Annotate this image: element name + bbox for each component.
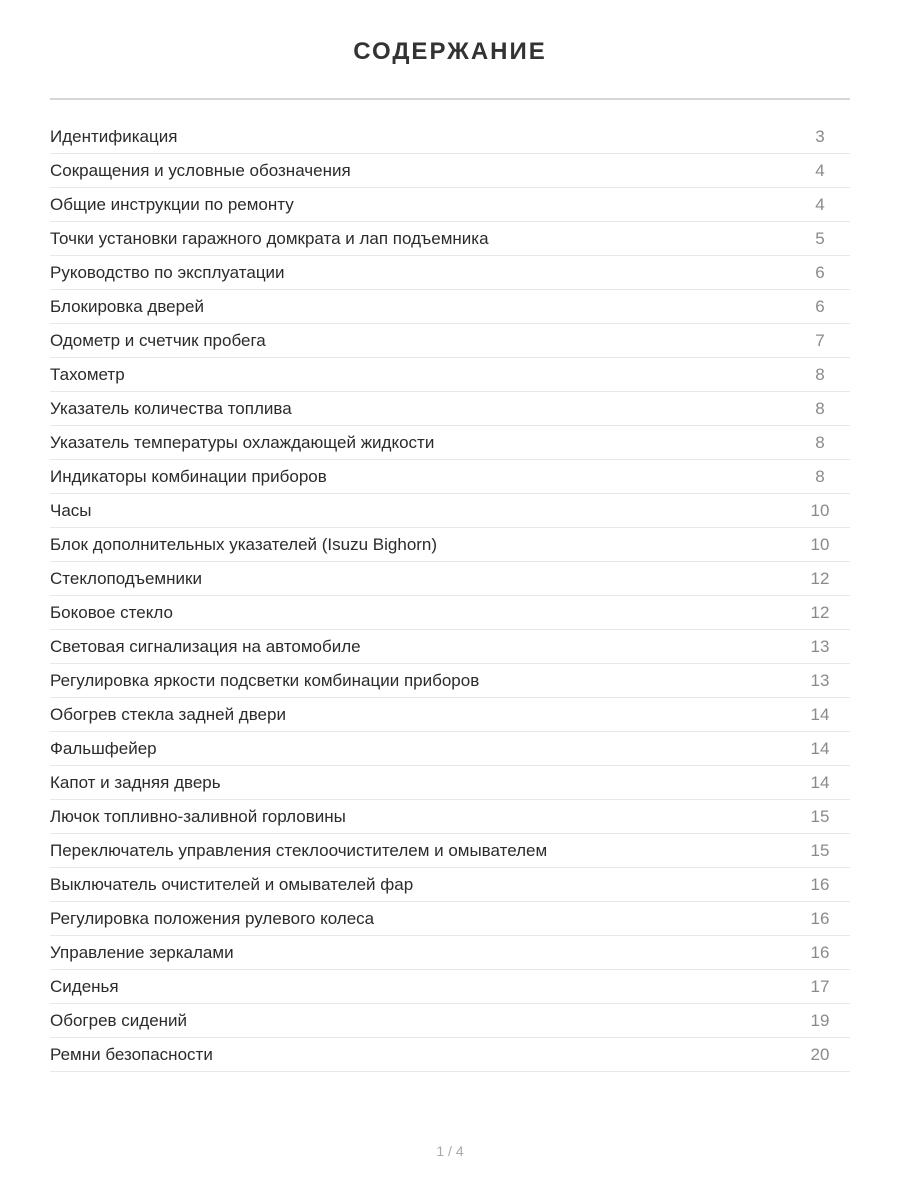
toc-entry-title: Часы — [50, 501, 92, 520]
toc-entry-title: Боковое стекло — [50, 603, 173, 622]
toc-entry-title: Сокращения и условные обозначения — [50, 161, 351, 180]
toc-entry-title: Стеклоподъемники — [50, 569, 202, 588]
toc-entry[interactable] — [50, 834, 850, 868]
toc-entry-title: Ремни безопасности — [50, 1045, 213, 1064]
toc-entry-title: Управление зеркалами — [50, 943, 234, 962]
toc-entry-page: 8 — [815, 467, 825, 486]
toc-entry-page: 16 — [810, 943, 830, 962]
toc-entry-page: 12 — [810, 569, 830, 588]
toc-entry[interactable] — [50, 392, 850, 426]
toc-entry[interactable] — [50, 460, 850, 494]
toc-entry-page: 15 — [810, 807, 830, 826]
toc-entry-title: Общие инструкции по ремонту — [50, 195, 294, 214]
toc-entry[interactable] — [50, 358, 850, 392]
toc-entry[interactable] — [50, 494, 850, 528]
table-of-contents — [50, 120, 850, 1072]
toc-entry-title: Капот и задняя дверь — [50, 773, 221, 792]
toc-entry-page: 13 — [810, 637, 830, 656]
toc-entry-title: Регулировка положения рулевого колеса — [50, 909, 375, 928]
toc-entry[interactable] — [50, 426, 850, 460]
toc-entry-page: 20 — [810, 1045, 830, 1064]
page-title: СОДЕРЖАНИЕ — [353, 38, 547, 65]
toc-entry[interactable] — [50, 766, 850, 800]
toc-entry[interactable] — [50, 528, 850, 562]
toc-entry-title: Блок дополнительных указателей (Isuzu Bighorn) — [50, 535, 438, 554]
toc-entry-page: 8 — [815, 433, 825, 452]
toc-entry-title: Точки установки гаражного домкрата и лап подъемника — [50, 229, 489, 248]
toc-entry-page: 4 — [815, 195, 825, 214]
toc-entry[interactable] — [50, 188, 850, 222]
toc-entry-title: Идентификация — [50, 127, 178, 146]
toc-entry-page: 16 — [810, 909, 830, 928]
toc-entry[interactable] — [50, 562, 850, 596]
toc-entry-page: 12 — [810, 603, 830, 622]
toc-entry-page: 8 — [815, 365, 825, 384]
toc-entry[interactable] — [50, 120, 850, 154]
toc-entry[interactable] — [50, 154, 850, 188]
toc-entry-title: Сиденья — [50, 977, 119, 996]
toc-entry-page: 10 — [810, 535, 830, 554]
toc-entry-title: Регулировка яркости подсветки комбинации приборов — [50, 671, 480, 690]
toc-entry-page: 4 — [815, 161, 825, 180]
toc-entry-page: 19 — [810, 1011, 830, 1030]
toc-entry-page: 8 — [815, 399, 825, 418]
toc-entry-title: Фальшфейер — [50, 739, 157, 758]
toc-entry-page: 13 — [810, 671, 830, 690]
toc-entry-page: 6 — [815, 297, 825, 316]
toc-entry[interactable] — [50, 630, 850, 664]
toc-entry-page: 14 — [810, 739, 830, 758]
toc-entry[interactable] — [50, 970, 850, 1004]
toc-entry-page: 14 — [810, 773, 830, 792]
toc-entry-page: 16 — [810, 875, 830, 894]
toc-entry-page: 17 — [810, 977, 830, 996]
toc-entry-page: 10 — [810, 501, 830, 520]
toc-entry[interactable] — [50, 1038, 850, 1072]
toc-entry[interactable] — [50, 800, 850, 834]
toc-entry-page: 7 — [815, 331, 825, 350]
toc-entry-title: Тахометр — [50, 365, 125, 384]
toc-entry-page: 6 — [815, 263, 825, 282]
toc-entry[interactable] — [50, 664, 850, 698]
toc-entry[interactable] — [50, 698, 850, 732]
toc-entry-page: 14 — [810, 705, 830, 724]
toc-entry-title: Блокировка дверей — [50, 297, 205, 316]
toc-entry-title: Обогрев стекла задней двери — [50, 705, 286, 724]
toc-entry-title: Индикаторы комбинации приборов — [50, 467, 327, 486]
page-indicator: 1 / 4 — [436, 1143, 464, 1159]
toc-entry-page: 15 — [810, 841, 830, 860]
toc-entry-title: Указатель количества топлива — [50, 399, 292, 418]
toc-entry-title: Одометр и счетчик пробега — [50, 331, 266, 350]
toc-entry-title: Указатель температуры охлаждающей жидкости — [50, 433, 435, 452]
title-divider — [50, 98, 850, 100]
toc-entry-page: 3 — [815, 127, 825, 146]
toc-entry[interactable] — [50, 902, 850, 936]
toc-entry[interactable] — [50, 1004, 850, 1038]
toc-entry[interactable] — [50, 290, 850, 324]
toc-entry[interactable] — [50, 936, 850, 970]
toc-entry[interactable] — [50, 256, 850, 290]
toc-entry-page: 5 — [815, 229, 825, 248]
toc-entry-title: Переключатель управления стеклоочистителем и омывателем — [50, 841, 548, 860]
toc-entry-title: Обогрев сидений — [50, 1011, 188, 1030]
toc-entry[interactable] — [50, 732, 850, 766]
toc-entry-title: Лючок топливно-заливной горловины — [50, 807, 346, 826]
toc-entry[interactable] — [50, 222, 850, 256]
toc-entry[interactable] — [50, 868, 850, 902]
toc-entry-title: Световая сигнализация на автомобиле — [50, 637, 361, 656]
toc-entry[interactable] — [50, 596, 850, 630]
toc-entry-title: Выключатель очистителей и омывателей фар — [50, 875, 414, 894]
toc-entry[interactable] — [50, 324, 850, 358]
toc-entry-title: Руководство по эксплуатации — [50, 263, 285, 282]
